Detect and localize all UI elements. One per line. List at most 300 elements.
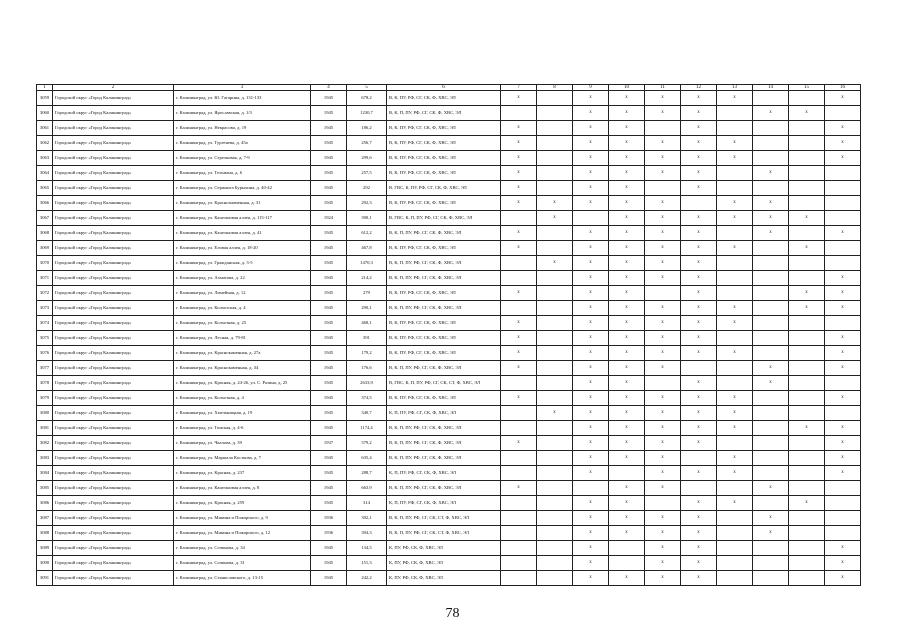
mark-cell: х: [609, 226, 645, 241]
mark-cell: [753, 91, 789, 106]
area-cell: 392,1: [347, 511, 387, 526]
owner-name-cell: Городской округ «Город Калининград»: [53, 451, 174, 466]
mark-cell: х: [681, 421, 717, 436]
mark-cell: [789, 226, 825, 241]
table-row: [37, 406, 861, 421]
mark-cell: [789, 271, 825, 286]
build-year-cell: 1945: [311, 151, 347, 166]
build-year-cell: 1945: [311, 286, 347, 301]
mark-cell: [717, 121, 753, 136]
owner-name-cell: Городской округ «Город Калининград»: [53, 301, 174, 316]
table-row: [37, 271, 861, 286]
mark-cell: х: [537, 256, 573, 271]
mark-cell: х: [825, 331, 861, 346]
owner-name-cell: Городской округ «Город Калининград»: [53, 466, 174, 481]
mark-cell: [537, 436, 573, 451]
mark-cell: [717, 331, 753, 346]
mark-cell: [501, 541, 537, 556]
mark-cell: х: [825, 136, 861, 151]
table-row: [37, 511, 861, 526]
owner-name-cell: Городской округ «Город Калининград»: [53, 391, 174, 406]
area-cell: 1470,3: [347, 256, 387, 271]
mark-cell: х: [609, 331, 645, 346]
mark-cell: [537, 151, 573, 166]
mark-cell: х: [501, 136, 537, 151]
works-list-cell: В, К, ПУ, РФ, СГ, СК, Ф, ХВС, ЭЛ: [387, 286, 501, 301]
works-list-cell: К, П, ПУ, РФ, СГ, СК, Ф, ХВС, ЭЛ: [387, 406, 501, 421]
address-cell: г. Калининград, ул. Ю. Гагарина, д. 131-133: [174, 91, 311, 106]
mark-cell: х: [609, 346, 645, 361]
mark-cell: [753, 241, 789, 256]
mark-cell: х: [681, 331, 717, 346]
mark-cell: х: [681, 526, 717, 541]
mark-cell: [573, 211, 609, 226]
mark-cell: [789, 181, 825, 196]
mark-cell: х: [609, 211, 645, 226]
mark-cell: х: [645, 346, 681, 361]
mark-cell: х: [573, 346, 609, 361]
build-year-cell: 1945: [311, 301, 347, 316]
works-list-cell: В, К, П, ПУ, РФ, СГ, СК, Ф, ХВС, ЭЛ: [387, 226, 501, 241]
mark-cell: [789, 256, 825, 271]
owner-name-cell: Городской округ «Город Калининград»: [53, 316, 174, 331]
mark-cell: х: [753, 361, 789, 376]
works-list-cell: К, П, ПУ, РФ, СГ, СК, Ф, ХВС, ЭЛ: [387, 466, 501, 481]
column-number-header: 6: [387, 85, 501, 91]
area-cell: 1174,4: [347, 421, 387, 436]
mark-cell: [753, 256, 789, 271]
mark-cell: х: [537, 196, 573, 211]
mark-cell: х: [681, 466, 717, 481]
area-cell: 635,4: [347, 451, 387, 466]
area-cell: 663,9: [347, 481, 387, 496]
mark-cell: х: [573, 181, 609, 196]
row-number-cell: 3086: [37, 496, 53, 511]
build-year-cell: 1945: [311, 256, 347, 271]
mark-cell: [537, 106, 573, 121]
address-cell: г. Калининград, ул. Гражданская, д. 3-5: [174, 256, 311, 271]
address-cell: г. Калининград, ул. Красная, д. 24-26, ул. С. Разина, д. 25: [174, 376, 311, 391]
works-list-cell: В, К, ПУ, РФ, СГ, СК, Ф, ХВС, ЭЛ: [387, 391, 501, 406]
mark-cell: х: [501, 361, 537, 376]
mark-cell: [609, 556, 645, 571]
mark-cell: х: [645, 571, 681, 586]
build-year-cell: 1945: [311, 226, 347, 241]
mark-cell: х: [573, 421, 609, 436]
owner-name-cell: Городской округ «Город Калининград»: [53, 511, 174, 526]
owner-name-cell: Городской округ «Город Калининград»: [53, 271, 174, 286]
address-cell: г. Калининград, ул. Сочинова, д. 34: [174, 541, 311, 556]
works-list-cell: В, К, П, ПУ, РФ, СГ, СК, Ф, ХВС, ЭЛ: [387, 481, 501, 496]
mark-cell: х: [825, 391, 861, 406]
mark-cell: х: [537, 406, 573, 421]
mark-cell: [717, 556, 753, 571]
address-cell: г. Калининград, ул. Каштановая аллея, д. 115-117: [174, 211, 311, 226]
table-row: [37, 301, 861, 316]
table-row: [37, 391, 861, 406]
mark-cell: х: [573, 436, 609, 451]
area-cell: 186,2: [347, 121, 387, 136]
mark-cell: х: [825, 556, 861, 571]
mark-cell: х: [609, 286, 645, 301]
mark-cell: х: [501, 196, 537, 211]
build-year-cell: 1945: [311, 361, 347, 376]
table-row: [37, 106, 861, 121]
mark-cell: [753, 271, 789, 286]
mark-cell: [789, 121, 825, 136]
table-row: [37, 376, 861, 391]
mark-cell: [825, 316, 861, 331]
row-number-cell: 3066: [37, 196, 53, 211]
mark-cell: [609, 541, 645, 556]
mark-cell: х: [645, 511, 681, 526]
mark-cell: [501, 211, 537, 226]
address-cell: г. Калининград, ул. Красная, д. 259: [174, 496, 311, 511]
mark-cell: х: [573, 121, 609, 136]
mark-cell: [573, 481, 609, 496]
mark-cell: [789, 136, 825, 151]
table-row: [37, 151, 861, 166]
mark-cell: [537, 361, 573, 376]
mark-cell: х: [573, 451, 609, 466]
address-cell: г. Калининград, ул. Ахматова, д. 22: [174, 271, 311, 286]
column-number-header: 3: [174, 85, 311, 91]
mark-cell: х: [573, 541, 609, 556]
address-cell: г. Калининград, ул. Колхозская, д. 4: [174, 301, 311, 316]
mark-cell: х: [609, 436, 645, 451]
row-number-cell: 3091: [37, 571, 53, 586]
build-year-cell: 1936: [311, 526, 347, 541]
mark-cell: х: [645, 136, 681, 151]
mark-cell: [753, 391, 789, 406]
mark-cell: х: [573, 391, 609, 406]
address-cell: г. Калининград, ул. Чкалова, д. 39: [174, 436, 311, 451]
mark-cell: х: [609, 406, 645, 421]
mark-cell: [501, 511, 537, 526]
mark-cell: [825, 481, 861, 496]
mark-cell: х: [681, 496, 717, 511]
build-year-cell: 1945: [311, 481, 347, 496]
mark-cell: [537, 421, 573, 436]
address-cell: г. Калининград, ул. Хмельницкая, д. 19: [174, 406, 311, 421]
works-list-cell: В, К, П, ПУ, РФ, СГ, СК, Ф, ХВС, ЭЛ: [387, 421, 501, 436]
owner-name-cell: Городской округ «Город Калининград»: [53, 121, 174, 136]
mark-cell: х: [681, 151, 717, 166]
column-number-header: 5: [347, 85, 387, 91]
mark-cell: [753, 556, 789, 571]
mark-cell: х: [681, 256, 717, 271]
table-row: [37, 496, 861, 511]
row-number-cell: 3064: [37, 166, 53, 181]
mark-cell: [753, 436, 789, 451]
build-year-cell: 1945: [311, 496, 347, 511]
mark-cell: [789, 361, 825, 376]
area-cell: 299,6: [347, 151, 387, 166]
mark-cell: [717, 511, 753, 526]
mark-cell: х: [717, 496, 753, 511]
mark-cell: [825, 106, 861, 121]
build-year-cell: 1945: [311, 196, 347, 211]
mark-cell: х: [501, 346, 537, 361]
works-list-cell: В, ГВС, К, П, ПУ, РФ, СГ, СК, Ф, ХВС, ЭЛ: [387, 211, 501, 226]
mark-cell: х: [609, 106, 645, 121]
mark-cell: х: [717, 241, 753, 256]
address-cell: г. Калининград, ул. Сержанта Бурыхина, д. 40-42: [174, 181, 311, 196]
table-row: [37, 256, 861, 271]
mark-cell: [717, 376, 753, 391]
mark-cell: [717, 361, 753, 376]
mark-cell: [789, 316, 825, 331]
mark-cell: [537, 91, 573, 106]
table-row: [37, 226, 861, 241]
area-cell: 292,3: [347, 196, 387, 211]
mark-cell: [501, 421, 537, 436]
mark-cell: х: [717, 391, 753, 406]
address-cell: г. Калининград, ул. Ярославская, д. 1/3: [174, 106, 311, 121]
mark-cell: х: [825, 91, 861, 106]
mark-cell: [753, 406, 789, 421]
address-cell: г. Калининград, ул. Минина и Пожарского, д. 12: [174, 526, 311, 541]
mark-cell: х: [645, 436, 681, 451]
mark-cell: х: [645, 421, 681, 436]
mark-cell: х: [573, 271, 609, 286]
mark-cell: [717, 286, 753, 301]
address-cell: г. Калининград, ул. Каштановая аллея, д. 8: [174, 481, 311, 496]
mark-cell: х: [609, 166, 645, 181]
mark-cell: [789, 346, 825, 361]
mark-cell: х: [501, 166, 537, 181]
works-list-cell: В, К, П, ПУ, РФ, СГ, СК, Ф, ХВС, ЭЛ: [387, 271, 501, 286]
mark-cell: х: [681, 571, 717, 586]
build-year-cell: 1945: [311, 121, 347, 136]
area-cell: 678,2: [347, 91, 387, 106]
mark-cell: х: [501, 241, 537, 256]
mark-cell: [537, 376, 573, 391]
mark-cell: х: [609, 421, 645, 436]
mark-cell: [537, 331, 573, 346]
mark-cell: х: [573, 151, 609, 166]
mark-cell: [789, 451, 825, 466]
address-cell: г. Калининград, ул. Тургенева, д. 45а: [174, 136, 311, 151]
mark-cell: [789, 166, 825, 181]
mark-cell: [645, 121, 681, 136]
mark-cell: х: [501, 181, 537, 196]
mark-cell: х: [717, 301, 753, 316]
mark-cell: х: [645, 151, 681, 166]
build-year-cell: 1945: [311, 406, 347, 421]
owner-name-cell: Городской округ «Город Калининград»: [53, 361, 174, 376]
mark-cell: [681, 196, 717, 211]
row-number-cell: 3074: [37, 316, 53, 331]
mark-cell: х: [573, 286, 609, 301]
works-list-cell: В, К, ПУ, РФ, СГ, СК, Ф, ХВС, ЭЛ: [387, 241, 501, 256]
mark-cell: х: [573, 466, 609, 481]
owner-name-cell: Городской округ «Город Калининград»: [53, 241, 174, 256]
address-cell: г. Калининград, ул. Стрелковая, д. 7-9: [174, 151, 311, 166]
works-list-cell: К, ПУ, РФ, СК, Ф, ХВС, ЭЛ: [387, 571, 501, 586]
address-cell: г. Калининград, ул. Еловая аллея, д. 18-20: [174, 241, 311, 256]
mark-cell: х: [789, 106, 825, 121]
mark-cell: [537, 541, 573, 556]
mark-cell: х: [609, 241, 645, 256]
area-cell: 288,7: [347, 466, 387, 481]
row-number-cell: 3079: [37, 391, 53, 406]
mark-cell: х: [645, 391, 681, 406]
mark-cell: [537, 571, 573, 586]
works-list-cell: В, К, ПУ, РФ, СГ, СК, Ф, ХВС, ЭЛ: [387, 121, 501, 136]
address-cell: г. Калининград, ул. Колхозная, д. 25: [174, 316, 311, 331]
mark-cell: х: [645, 466, 681, 481]
area-cell: 151,3: [347, 556, 387, 571]
mark-cell: х: [609, 196, 645, 211]
mark-cell: х: [573, 511, 609, 526]
area-cell: 467,8: [347, 241, 387, 256]
mark-cell: [753, 331, 789, 346]
mark-cell: х: [645, 541, 681, 556]
build-year-cell: 1945: [311, 241, 347, 256]
mark-cell: [753, 136, 789, 151]
owner-name-cell: Городской округ «Город Калининград»: [53, 541, 174, 556]
mark-cell: [825, 496, 861, 511]
works-list-cell: В, К, ПУ, РФ, СГ, СК, Ф, ХВС, ЭЛ: [387, 331, 501, 346]
mark-cell: [717, 526, 753, 541]
mark-cell: [789, 481, 825, 496]
mark-cell: х: [717, 91, 753, 106]
address-cell: г. Калининград, ул. Краснознаменная, д. 31: [174, 196, 311, 211]
mark-cell: х: [753, 481, 789, 496]
mark-cell: [717, 166, 753, 181]
build-year-cell: 1945: [311, 571, 347, 586]
owner-name-cell: Городской округ «Город Калининград»: [53, 406, 174, 421]
mark-cell: [537, 121, 573, 136]
table-row: [37, 286, 861, 301]
mark-cell: [537, 316, 573, 331]
area-cell: 242,2: [347, 571, 387, 586]
mark-cell: [825, 181, 861, 196]
owner-name-cell: Городской округ «Город Калининград»: [53, 196, 174, 211]
column-number-header: 12: [681, 85, 717, 91]
mark-cell: [717, 541, 753, 556]
area-cell: 134,5: [347, 541, 387, 556]
mark-cell: х: [825, 436, 861, 451]
row-number-cell: 3062: [37, 136, 53, 151]
mark-cell: х: [825, 346, 861, 361]
mark-cell: [501, 556, 537, 571]
owner-name-cell: Городской округ «Город Калининград»: [53, 91, 174, 106]
row-number-cell: 3085: [37, 481, 53, 496]
mark-cell: [753, 496, 789, 511]
mark-cell: х: [681, 316, 717, 331]
mark-cell: х: [825, 541, 861, 556]
works-list-cell: К, ПУ, РФ, СК, Ф, ХВС, ЭЛ: [387, 541, 501, 556]
mark-cell: х: [573, 136, 609, 151]
mark-cell: [789, 526, 825, 541]
mark-cell: [789, 196, 825, 211]
mark-cell: х: [825, 271, 861, 286]
mark-cell: [501, 451, 537, 466]
mark-cell: [501, 571, 537, 586]
mark-cell: [537, 286, 573, 301]
row-number-cell: 3075: [37, 331, 53, 346]
build-year-cell: 1937: [311, 436, 347, 451]
row-number-cell: 3071: [37, 271, 53, 286]
mark-cell: [537, 181, 573, 196]
works-list-cell: В, К, П, ПУ, РФ, СГ, СК, Ф, ХВС, ЭЛ: [387, 106, 501, 121]
build-year-cell: 1945: [311, 316, 347, 331]
mark-cell: [753, 541, 789, 556]
works-list-cell: В, К, П, ПУ, РФ, СГ, СК, Ф, ХВС, ЭЛ: [387, 436, 501, 451]
mark-cell: х: [609, 451, 645, 466]
mark-cell: х: [609, 391, 645, 406]
mark-cell: х: [609, 361, 645, 376]
column-number-header: 15: [789, 85, 825, 91]
mark-cell: х: [681, 166, 717, 181]
table-body: [37, 85, 861, 586]
row-number-cell: 3069: [37, 241, 53, 256]
mark-cell: [825, 211, 861, 226]
owner-name-cell: Городской округ «Город Калининград»: [53, 151, 174, 166]
row-number-cell: 3087: [37, 511, 53, 526]
mark-cell: х: [681, 541, 717, 556]
mark-cell: х: [681, 211, 717, 226]
mark-cell: х: [753, 376, 789, 391]
mark-cell: х: [501, 151, 537, 166]
mark-cell: [537, 511, 573, 526]
table-row: [37, 91, 861, 106]
mark-cell: х: [681, 241, 717, 256]
mark-cell: [501, 376, 537, 391]
mark-cell: х: [573, 496, 609, 511]
build-year-cell: 1945: [311, 391, 347, 406]
column-number-header: 2: [53, 85, 174, 91]
mark-cell: х: [717, 466, 753, 481]
table-row: [37, 331, 861, 346]
mark-cell: х: [789, 421, 825, 436]
mark-cell: х: [753, 166, 789, 181]
mark-cell: [681, 451, 717, 466]
build-year-cell: 1945: [311, 421, 347, 436]
row-number-cell: 3059: [37, 91, 53, 106]
build-year-cell: 1945: [311, 271, 347, 286]
area-cell: 290,1: [347, 301, 387, 316]
mark-cell: х: [609, 481, 645, 496]
mark-cell: х: [645, 166, 681, 181]
area-cell: 468,1: [347, 316, 387, 331]
mark-cell: х: [753, 511, 789, 526]
mark-cell: х: [681, 136, 717, 151]
mark-cell: х: [825, 421, 861, 436]
mark-cell: [825, 196, 861, 211]
mark-cell: х: [717, 211, 753, 226]
build-year-cell: 1945: [311, 136, 347, 151]
mark-cell: х: [573, 241, 609, 256]
mark-cell: х: [645, 481, 681, 496]
works-list-cell: В, ГВС, К, ПУ, РФ, СГ, СК, Ф, ХВС, ЭЛ: [387, 181, 501, 196]
mark-cell: х: [681, 511, 717, 526]
row-number-cell: 3081: [37, 421, 53, 436]
mark-cell: [717, 226, 753, 241]
mark-cell: х: [645, 271, 681, 286]
mark-cell: х: [645, 406, 681, 421]
row-number-cell: 3073: [37, 301, 53, 316]
mark-cell: [753, 451, 789, 466]
mark-cell: [501, 271, 537, 286]
mark-cell: х: [645, 451, 681, 466]
mark-cell: [753, 181, 789, 196]
mark-cell: [717, 436, 753, 451]
address-cell: г. Калининград, ул. Каштановая аллея, д. 41: [174, 226, 311, 241]
table-row: [37, 211, 861, 226]
